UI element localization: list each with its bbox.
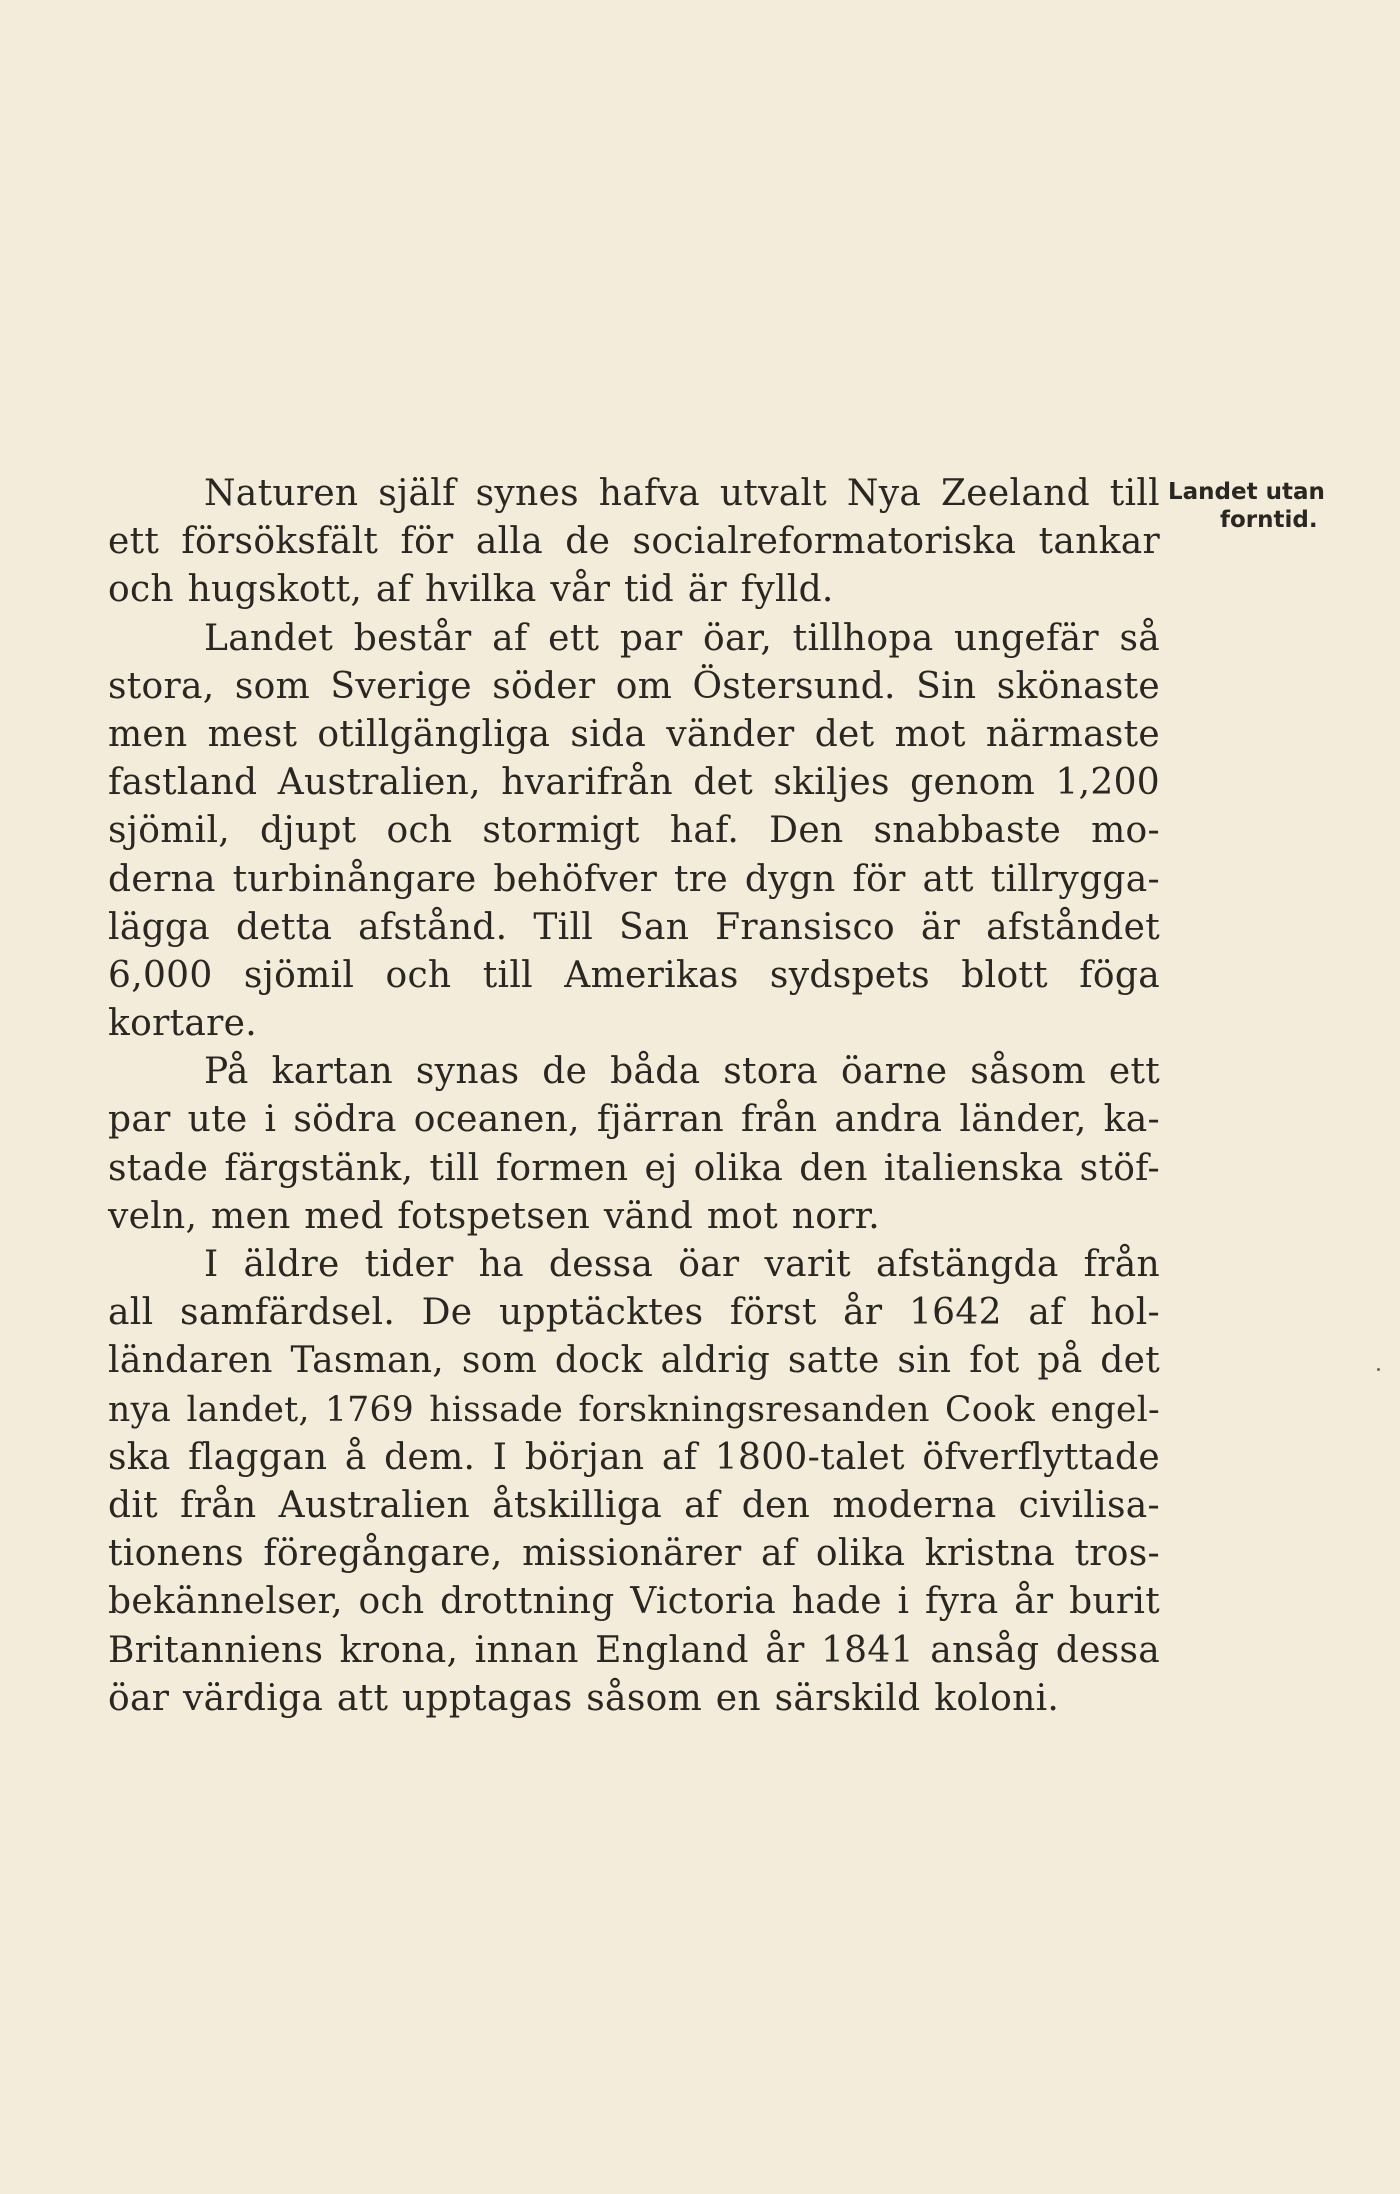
text-line: 6,000 sjömil och till Amerikas sydspets blott föga	[108, 954, 1160, 996]
text-line: derna turbinångare behöfver tre dygn för att tillrygga-	[108, 858, 1160, 900]
text-line: På kartan synas de båda stora öarne såsom ett	[204, 1051, 1160, 1093]
text-line: Naturen själf synes hafva utvalt Nya Zeeland till	[204, 473, 1160, 514]
text-line: nya landet, 1769 hissade forskningsresanden Cook engel-	[108, 1389, 1160, 1430]
text-line: ett försöksfält för alla de socialreformatoriska tankar	[108, 521, 1160, 563]
text-line: stora, som Sverige söder om Östersund. Sin skönaste	[108, 665, 1160, 707]
marginal-note-line-2: forntid.	[1220, 507, 1318, 533]
paper-speck	[1377, 1368, 1380, 1371]
text-line: ländaren Tasman, som dock aldrig satte sin fot på det	[108, 1340, 1160, 1382]
text-line: stade färgstänk, till formen ej olika den italienska stöf-	[108, 1147, 1160, 1189]
marginal-note	[1168, 478, 1378, 534]
text-line: kortare.	[108, 1003, 257, 1045]
text-line: I äldre tider ha dessa öar varit afstängda från	[204, 1244, 1160, 1285]
body-text	[108, 470, 1160, 1723]
text-line: bekännelser, och drottning Victoria hade i fyra år burit	[108, 1581, 1160, 1623]
text-line: tionens föregångare, missionärer af olika kristna tros-	[108, 1533, 1160, 1575]
text-line: Landet består af ett par öar, tillhopa ungefär så	[204, 617, 1160, 659]
text-line: dit från Australien åtskilliga af den moderna civilisa-	[108, 1484, 1160, 1526]
text-line: Britanniens krona, innan England år 1841 ansåg dessa	[108, 1629, 1160, 1671]
text-line: ska flaggan å dem. I början af 1800-talet öfverflyttade	[108, 1436, 1160, 1478]
text-line: sjömil, djupt och stormigt haf. Den snabbaste mo-	[108, 810, 1160, 852]
text-line: och hugskott, af hvilka vår tid är fylld.	[108, 569, 834, 611]
text-line: veln, men med fotspetsen vänd mot norr.	[108, 1195, 881, 1237]
text-line: all samfärdsel. De upptäcktes först år 1642 af hol-	[108, 1292, 1160, 1334]
text-line: öar värdiga att upptagas såsom en särskild koloni.	[108, 1677, 1060, 1719]
marginal-note-line-1: Landet utan	[1168, 479, 1325, 505]
text-line: lägga detta afstånd. Till San Fransisco är afståndet	[108, 906, 1160, 948]
text-line: men mest otillgängliga sida vänder det mot närmaste	[108, 713, 1160, 755]
text-line: par ute i södra oceanen, fjärran från andra länder, ka-	[108, 1099, 1160, 1141]
text-line: fastland Australien, hvarifrån det skiljes genom 1,200	[108, 762, 1160, 804]
